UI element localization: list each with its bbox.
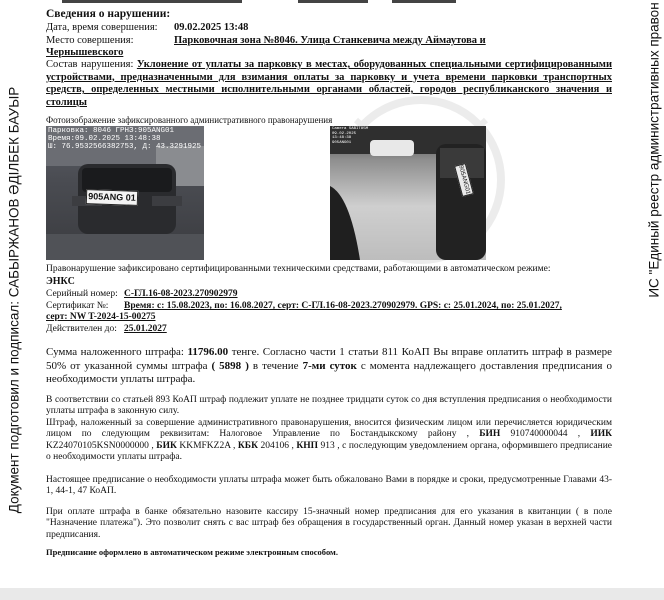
left-signature-strip — [4, 0, 24, 600]
photo1-overlay: Парковка: 8046 ГРНЗ:905ANG01 Время:09.02.2025 13:48:38 Ш: 76.9532566382753, Д: 43.3291925 — [48, 127, 202, 151]
final-note: Предписание оформлено в автоматическом режиме электронным способом. — [46, 547, 338, 557]
composition-block — [46, 59, 612, 109]
composition-value: Уклонение от уплаты за парковку в местах, оборудованных специальными сертифицированными устройствами, предназначенными для взимания оплаты за парковку и учета времени парковки транспортных средств, определенных местными исполнительными органами областей, городов республиканского значения и столицы — [46, 59, 612, 108]
registry-text: ИС "Единый реестр административных правон — [646, 2, 662, 298]
device-mode-text: Правонарушение зафиксировано сертифицированными техническими средствами, работающими в автоматическом режиме: — [46, 264, 551, 274]
datetime-row — [46, 22, 248, 34]
cert-row — [46, 301, 612, 313]
cert-row-2 — [46, 312, 612, 324]
top-cut-lines — [62, 0, 542, 8]
bin-value: 910740000044 , — [500, 429, 591, 440]
place-value-2: Чернышевского — [46, 47, 124, 58]
payment-note-paragraph: При оплате штрафа в банке обязательно назовите кассиру 15-значный номер предписания для его указания в квитанции ( в поле "Назначение платежа"). Это позволит снять с вас штраф без обращения в государственный орган. Данный номер указан в верхней части предписания. — [46, 507, 612, 540]
cert-value-2: серт: NW T-2024-15-00275 — [46, 312, 156, 322]
fine-half-amount: ( 5898 ) — [211, 359, 249, 372]
composition-label: Состав нарушения: — [46, 59, 134, 70]
place-label: Место совершения: — [46, 35, 134, 46]
valid-label: Действителен до: — [46, 324, 117, 334]
place-value-1: Парковочная зона №8046. Улица Станкевича между Аймаутова и — [174, 35, 486, 46]
kbk-value: 204106 , — [257, 440, 297, 451]
iik-value: KZ24070105KSN0000000 , — [46, 440, 157, 451]
right-registry-strip — [644, 0, 664, 300]
section-title: Сведения о нарушении: — [46, 8, 171, 20]
violation-photo-1 — [46, 126, 204, 260]
payment-days: 7-ми суток — [302, 359, 357, 372]
photos-caption: Фотоизображение зафиксированного административного правонарушения — [46, 115, 333, 125]
license-plate-2: 905ANG01 — [454, 163, 474, 197]
knp-value: 913 , с последующим уведомлением органа, оформившего предписание о необходимости уплаты штрафа. — [46, 440, 613, 462]
valid-value: 25.01.2027 — [124, 324, 167, 334]
license-plate-1: 905ANG 01 — [86, 189, 138, 206]
fine-paragraph: Сумма наложенного штрафа: 11796.00 тенге. Согласно части 1 статьи 811 КоАП Вы вправе оплатить штраф в размере 50% от указанной суммы штрафа ( 5898 ) в течение 7-ми суток с момента надлежащего доставления предписания о необходимости уплаты штрафа. — [46, 346, 612, 385]
serial-label: Серийный номер: — [46, 289, 118, 299]
datetime-value: 09.02.2025 13:48 — [174, 22, 249, 33]
cert-label: Сертификат №: — [46, 301, 109, 311]
article-893-paragraph: В соответствии со статьей 893 КоАП штраф подлежит уплате не позднее тридцати суток со дня вступления предписания о необходимости уплаты штрафа в законную силу. — [46, 395, 612, 417]
valid-row — [46, 324, 612, 336]
page-bottom-edge — [0, 588, 664, 600]
document-page — [46, 0, 616, 600]
requisites-paragraph: Штраф, наложенный за совершение административного правонарушения, вносится физическим лицом или перечисляется юридическим лицом по следующим реквизитам: Налоговое Управление по Бостандыкскому району , БИН 910740000044 , ИИК KZ24070105KSN0000000 , БИК KKMFKZ2A , КБК 204106 , КНП 913 , с последующим уведомлением органа, оформившего предписание о необходимости уплаты штрафа. — [46, 418, 613, 462]
photo2-overlay: Camera SABIT85M 09.02.2025 13:48:38 905ANG01 — [332, 127, 369, 145]
fine-amount: 11796.00 — [187, 346, 229, 358]
place-row-2 — [46, 47, 123, 59]
serial-row — [46, 289, 612, 301]
bik-value: KKMFKZ2A , — [176, 440, 238, 451]
datetime-label: Дата, время совершения: — [46, 22, 158, 33]
serial-value: С-ГЛ.16-08-2023.270902979 — [124, 289, 238, 299]
appeal-paragraph: Настоящее предписание о необходимости уплаты штрафа может быть обжаловано Вами в порядке и сроки, предусмотренные Главами 43-1, 44-1, 47 КоАП. — [46, 475, 612, 497]
violation-photo-2 — [330, 126, 486, 260]
device-name: ЭНКС — [46, 276, 75, 287]
place-row — [46, 35, 486, 47]
signature-text: Документ подготовил и подписал: САБЫРЖАНОВ ӘДІЛБЕК БАУЫР — [6, 86, 22, 514]
cert-value-1: Время: с: 15.08.2023, по: 16.08.2027, серт: С-ГЛ.16-08-2023.270902979. GPS: с: 25.01.2024, по: 25.01.2027, — [124, 301, 562, 311]
